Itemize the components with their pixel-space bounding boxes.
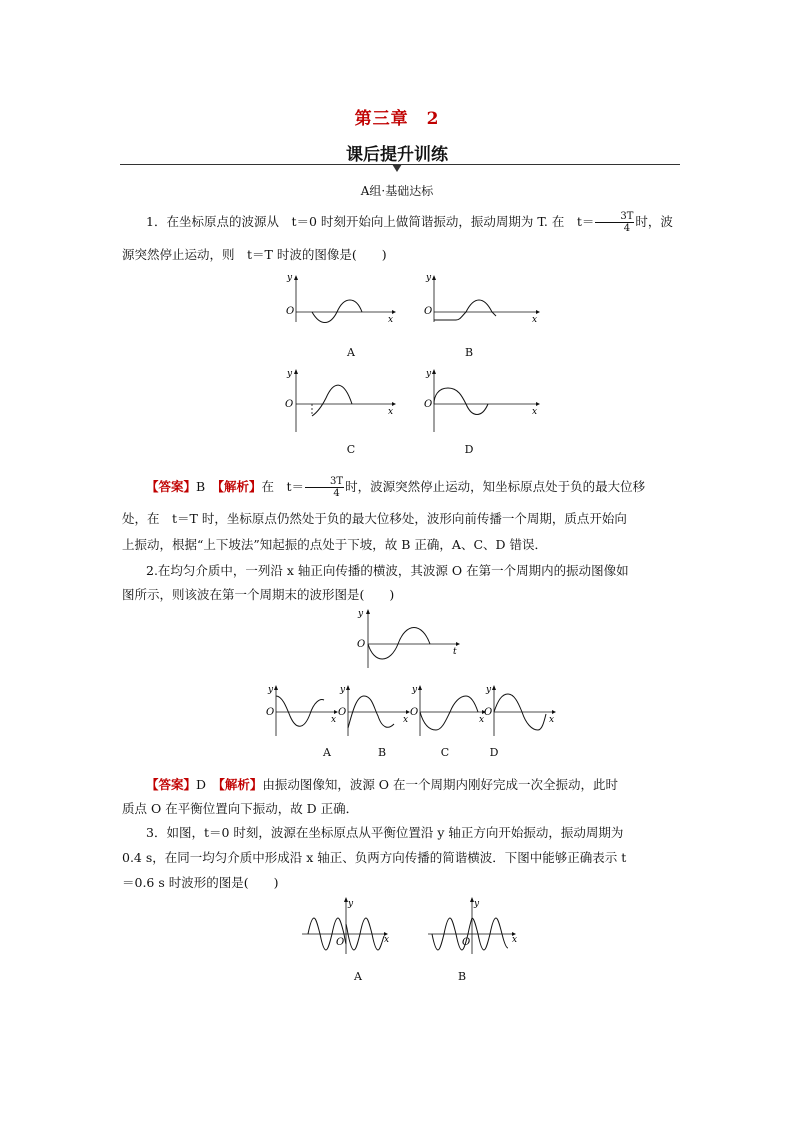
svg-text:x: x	[479, 715, 485, 725]
q3-label-b: B	[457, 970, 467, 983]
svg-text:x: x	[384, 935, 390, 945]
svg-text:O: O	[266, 707, 275, 718]
svg-text:O: O	[336, 937, 345, 948]
svg-text:O: O	[462, 937, 471, 948]
q2-label-a: A	[323, 746, 331, 759]
svg-text:y: y	[474, 899, 480, 909]
q1-line2: 源突然停止运动，则 t＝T 时波的图像是( )	[122, 247, 387, 262]
chapter-title: 第三章 2	[354, 109, 440, 129]
q1-line1: 1．在坐标原点的波源从 t＝0 时刻开始向上做简谐振动，振动周期为 T. 在 t＝ $\frac{3T}{4}$ 时，波	[146, 211, 673, 234]
q2-label-d: D	[489, 746, 499, 759]
q1-graph-c	[282, 366, 402, 438]
a2-line1: 【答案】D 【解析】由振动图像知，波源 O 在一个周期内刚好完成一次全振动，此时	[146, 777, 619, 792]
svg-text:O: O	[424, 306, 433, 317]
q2-vibration-graph	[356, 608, 466, 674]
q3-label-a: A	[354, 970, 362, 983]
svg-text:O: O	[338, 707, 347, 718]
svg-text:O: O	[286, 306, 295, 317]
q2-label-b: B	[377, 746, 387, 759]
svg-text:y: y	[268, 685, 274, 695]
q1-label-a: A	[347, 346, 355, 359]
q1-label-b: B	[464, 346, 474, 359]
q1-label-c: C	[346, 443, 356, 456]
svg-text:y: y	[426, 273, 432, 283]
q2-graph-c	[410, 684, 493, 740]
q1-graph-a	[282, 272, 402, 332]
q2-graph-b	[338, 684, 414, 740]
q3-line2: 0.4 s，在同一均匀介质中形成沿 x 轴正、负两方向传播的简谐横波．下图中能够正确表示 t	[122, 850, 627, 865]
svg-text:x: x	[532, 315, 538, 325]
svg-text:y: y	[426, 369, 432, 379]
svg-text:y: y	[287, 273, 293, 283]
svg-text:x: x	[388, 407, 394, 417]
svg-text:O: O	[410, 707, 419, 718]
a2-line2: 质点 O 在平衡位置向下振动，故 D 正确．	[122, 801, 359, 816]
svg-text:y: y	[340, 685, 346, 695]
svg-text:x: x	[331, 715, 337, 725]
svg-text:y: y	[287, 369, 293, 379]
a1-line1: 【答案】B 【解析】在 t＝ $\frac{3T}{4}$ 时，波源突然停止运动，知坐标原点处于负的最大位移	[146, 476, 646, 499]
svg-text:x: x	[532, 407, 538, 417]
section-title: 课后提升训练	[346, 145, 448, 165]
svg-text:x: x	[549, 715, 555, 725]
svg-text:y: y	[358, 609, 364, 619]
q2-line2: 图所示，则该波在第一个周期末的波形图是( )	[122, 587, 395, 602]
svg-text:O: O	[424, 399, 433, 410]
q2-line1: 2.在均匀介质中，一列沿 x 轴正向传播的横波，其波源 O 在第一个周期内的振动图像如	[146, 563, 629, 578]
divider-arrow-icon	[392, 164, 402, 172]
q3-line3: ＝0.6 s 时波形的图是( )	[122, 875, 279, 890]
svg-text:t: t	[453, 647, 457, 657]
q1-label-d: D	[464, 443, 474, 456]
q3-graph-b	[424, 896, 524, 958]
q2-graph-d	[484, 684, 560, 740]
svg-text:x: x	[403, 715, 409, 725]
svg-text:O: O	[357, 639, 366, 650]
svg-text:x: x	[512, 935, 518, 945]
q1-graph-b	[424, 272, 544, 332]
q1-graph-d	[424, 366, 544, 438]
group-heading: A组·基础达标	[360, 184, 434, 198]
svg-text:y: y	[412, 685, 418, 695]
a1-line3: 上振动，根据“上下坡法”知起振的点处于下坡，故 B 正确，A、C、D 错误．	[122, 537, 548, 552]
svg-text:x: x	[388, 315, 394, 325]
q3-line1: 3．如图，t＝0 时刻，波源在坐标原点从平衡位置沿 y 轴正方向开始振动，振动周期为	[146, 825, 624, 840]
svg-text:y: y	[348, 899, 354, 909]
svg-text:y: y	[486, 685, 492, 695]
svg-text:O: O	[285, 399, 294, 410]
a1-line2: 处，在 t＝T 时，坐标原点仍然处于负的最大位移处，波形向前传播一个周期，质点开始向	[122, 511, 627, 526]
q2-label-c: C	[440, 746, 450, 759]
q2-graph-a	[266, 684, 342, 740]
q3-graph-a	[298, 896, 394, 958]
q1-fraction: $\frac{3T}{4}$	[595, 211, 634, 234]
svg-text:O: O	[484, 707, 493, 718]
